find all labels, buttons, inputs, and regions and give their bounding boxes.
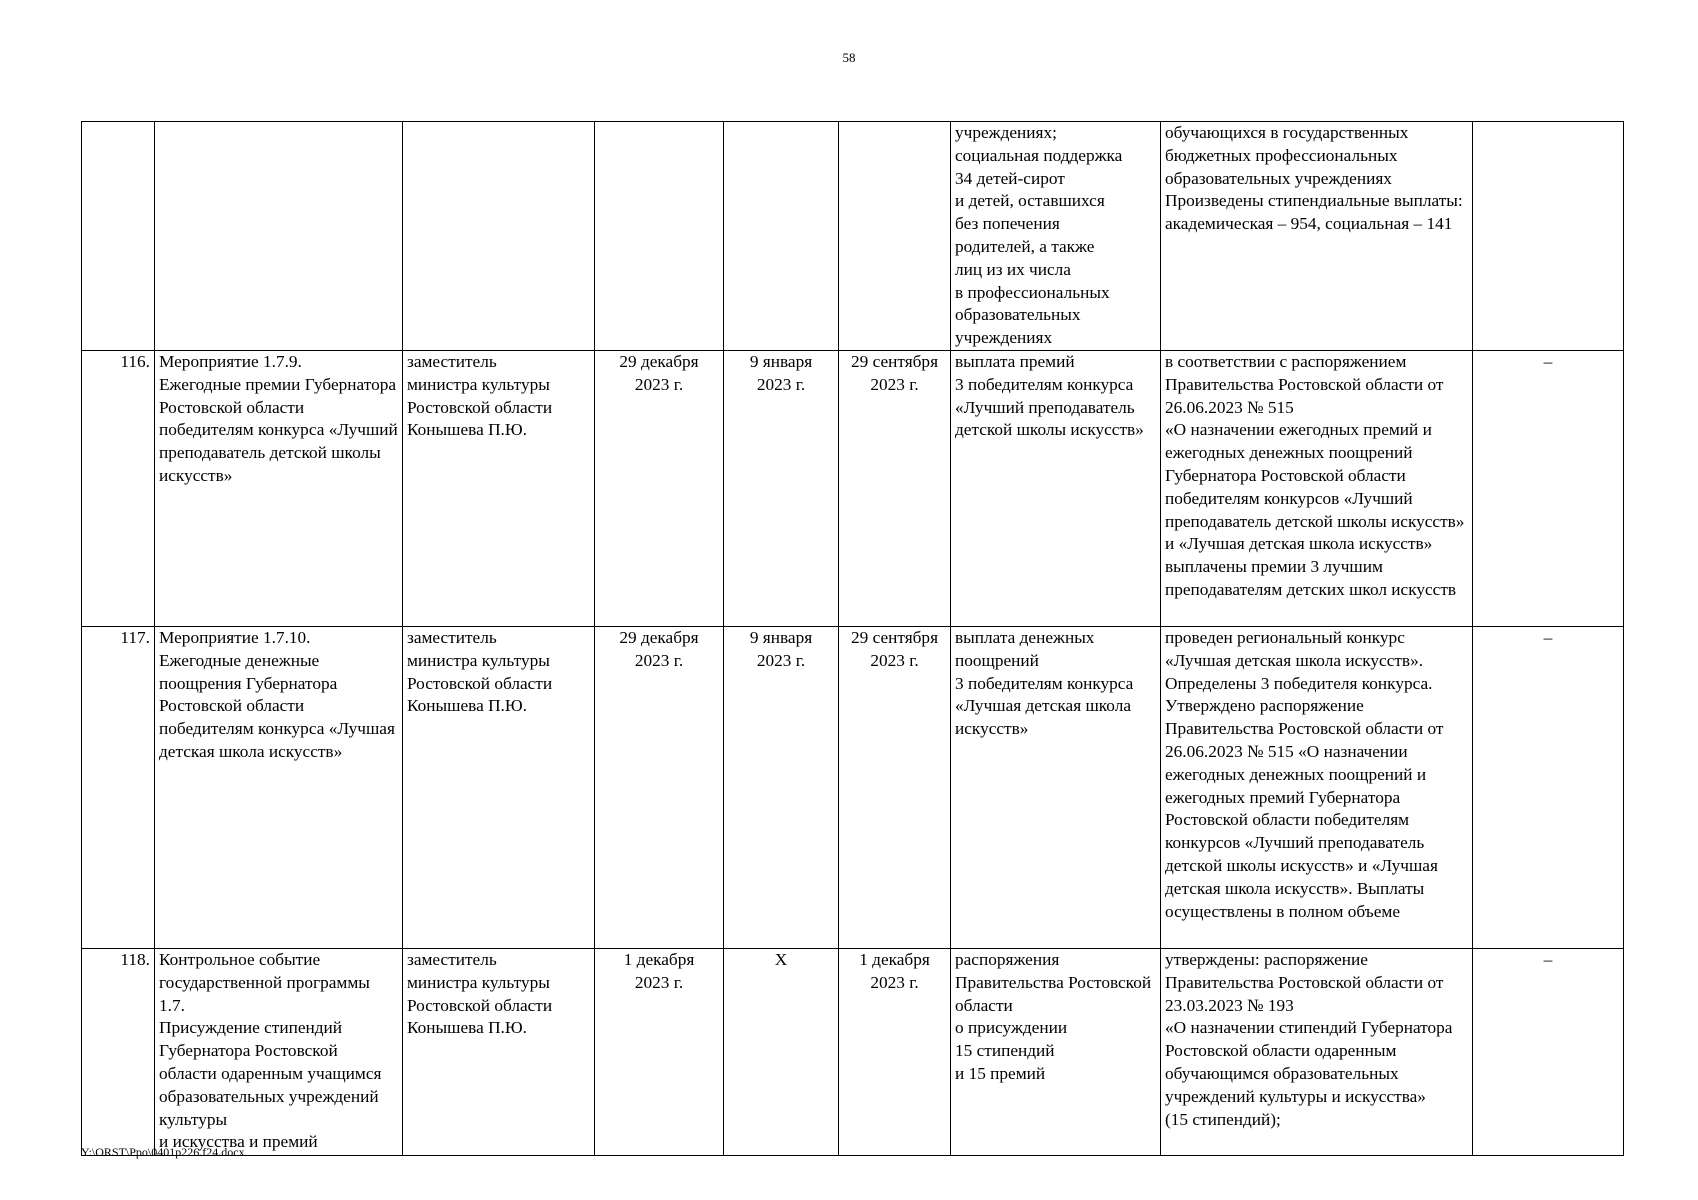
plan-date-cell	[595, 122, 724, 351]
actual-result-cell: обучающихся в государственных бюджетных профессиональных образовательных учреждениях Произведены стипендиальные выплаты: академическая – 954, социальная – 141	[1161, 122, 1473, 351]
event-name-cell	[155, 122, 403, 351]
report-table	[81, 121, 1624, 1156]
responsible-cell: заместитель министра культуры Ростовской области Конышева П.Ю.	[403, 626, 595, 948]
note-cell: –	[1473, 626, 1624, 948]
planned-result-cell: выплата денежных поощрений 3 победителям конкурса «Лучшая детская школа искусств»	[951, 626, 1161, 948]
responsible-cell	[403, 122, 595, 351]
start-date-cell: X	[724, 948, 839, 1155]
row-number-cell: 116.	[82, 350, 155, 626]
end-date-cell: 1 декабря 2023 г.	[839, 948, 951, 1155]
planned-result-cell: выплата премий 3 победителям конкурса «Лучший преподаватель детской школы искусств»	[951, 350, 1161, 626]
end-date-cell	[839, 122, 951, 351]
responsible-cell: заместитель министра культуры Ростовской области Конышева П.Ю.	[403, 350, 595, 626]
end-date-cell: 29 сентября 2023 г.	[839, 350, 951, 626]
note-cell	[1473, 122, 1624, 351]
table-row	[82, 626, 1624, 948]
event-name-cell: Контрольное событие государственной программы 1.7. Присуждение стипендий Губернатора Ростовской области одаренным учащимся образовательных учреждений культуры и искусства и премий	[155, 948, 403, 1155]
actual-result-cell: утверждены: распоряжение Правительства Ростовской области от 23.03.2023 № 193 «О назначении стипендий Губернатора Ростовской области одаренным обучающимся образовательных учреждений культуры и искусства» (15 стипендий);	[1161, 948, 1473, 1155]
event-name-cell: Мероприятие 1.7.9. Ежегодные премии Губернатора Ростовской области победителям конкурса «Лучший преподаватель детской школы искусств»	[155, 350, 403, 626]
planned-result-cell: распоряжения Правительства Ростовской области о присуждении 15 стипендий и 15 премий	[951, 948, 1161, 1155]
plan-date-cell: 29 декабря 2023 г.	[595, 626, 724, 948]
row-number-cell: 117.	[82, 626, 155, 948]
start-date-cell: 9 января 2023 г.	[724, 626, 839, 948]
table-row	[82, 350, 1624, 626]
footer-file-path: Y:\ORST\Ppo\0401p226.f24.docx	[81, 1145, 245, 1159]
note-cell: –	[1473, 350, 1624, 626]
page-number: 58	[842, 50, 856, 65]
planned-result-cell: учреждениях; социальная поддержка 34 детей-сирот и детей, оставшихся без попечения родителей, а также лиц из их числа в профессиональных образовательных учреждениях	[951, 122, 1161, 351]
responsible-cell: заместитель министра культуры Ростовской области Конышева П.Ю.	[403, 948, 595, 1155]
actual-result-cell: в соответствии с распоряжением Правительства Ростовской области от 26.06.2023 № 515 «О назначении ежегодных премий и ежегодных денежных поощрений Губернатора Ростовской области победителям конкурсов «Лучший преподаватель детской школы искусств» и «Лучшая детская школа искусств» выплачены премии 3 лучшим преподавателям детских школ искусств	[1161, 350, 1473, 626]
start-date-cell: 9 января 2023 г.	[724, 350, 839, 626]
event-name-cell: Мероприятие 1.7.10. Ежегодные денежные поощрения Губернатора Ростовской области победителям конкурса «Лучшая детская школа искусств»	[155, 626, 403, 948]
row-number-cell	[82, 122, 155, 351]
start-date-cell	[724, 122, 839, 351]
plan-date-cell: 29 декабря 2023 г.	[595, 350, 724, 626]
note-cell: –	[1473, 948, 1624, 1155]
plan-date-cell: 1 декабря 2023 г.	[595, 948, 724, 1155]
end-date-cell: 29 сентября 2023 г.	[839, 626, 951, 948]
table-row	[82, 948, 1624, 1155]
table-row	[82, 122, 1624, 351]
actual-result-cell: проведен региональный конкурс «Лучшая детская школа искусств». Определены 3 победителя конкурса. Утверждено распоряжение Правительства Ростовской области от 26.06.2023 № 515 «О назначении ежегодных денежных поощрений и ежегодных премий Губернатора Ростовской области победителям конкурсов «Лучший преподаватель детской школы искусств» и «Лучшая детская школа искусств». Выплаты осуществлены в полном объеме	[1161, 626, 1473, 948]
row-number-cell: 118.	[82, 948, 155, 1155]
